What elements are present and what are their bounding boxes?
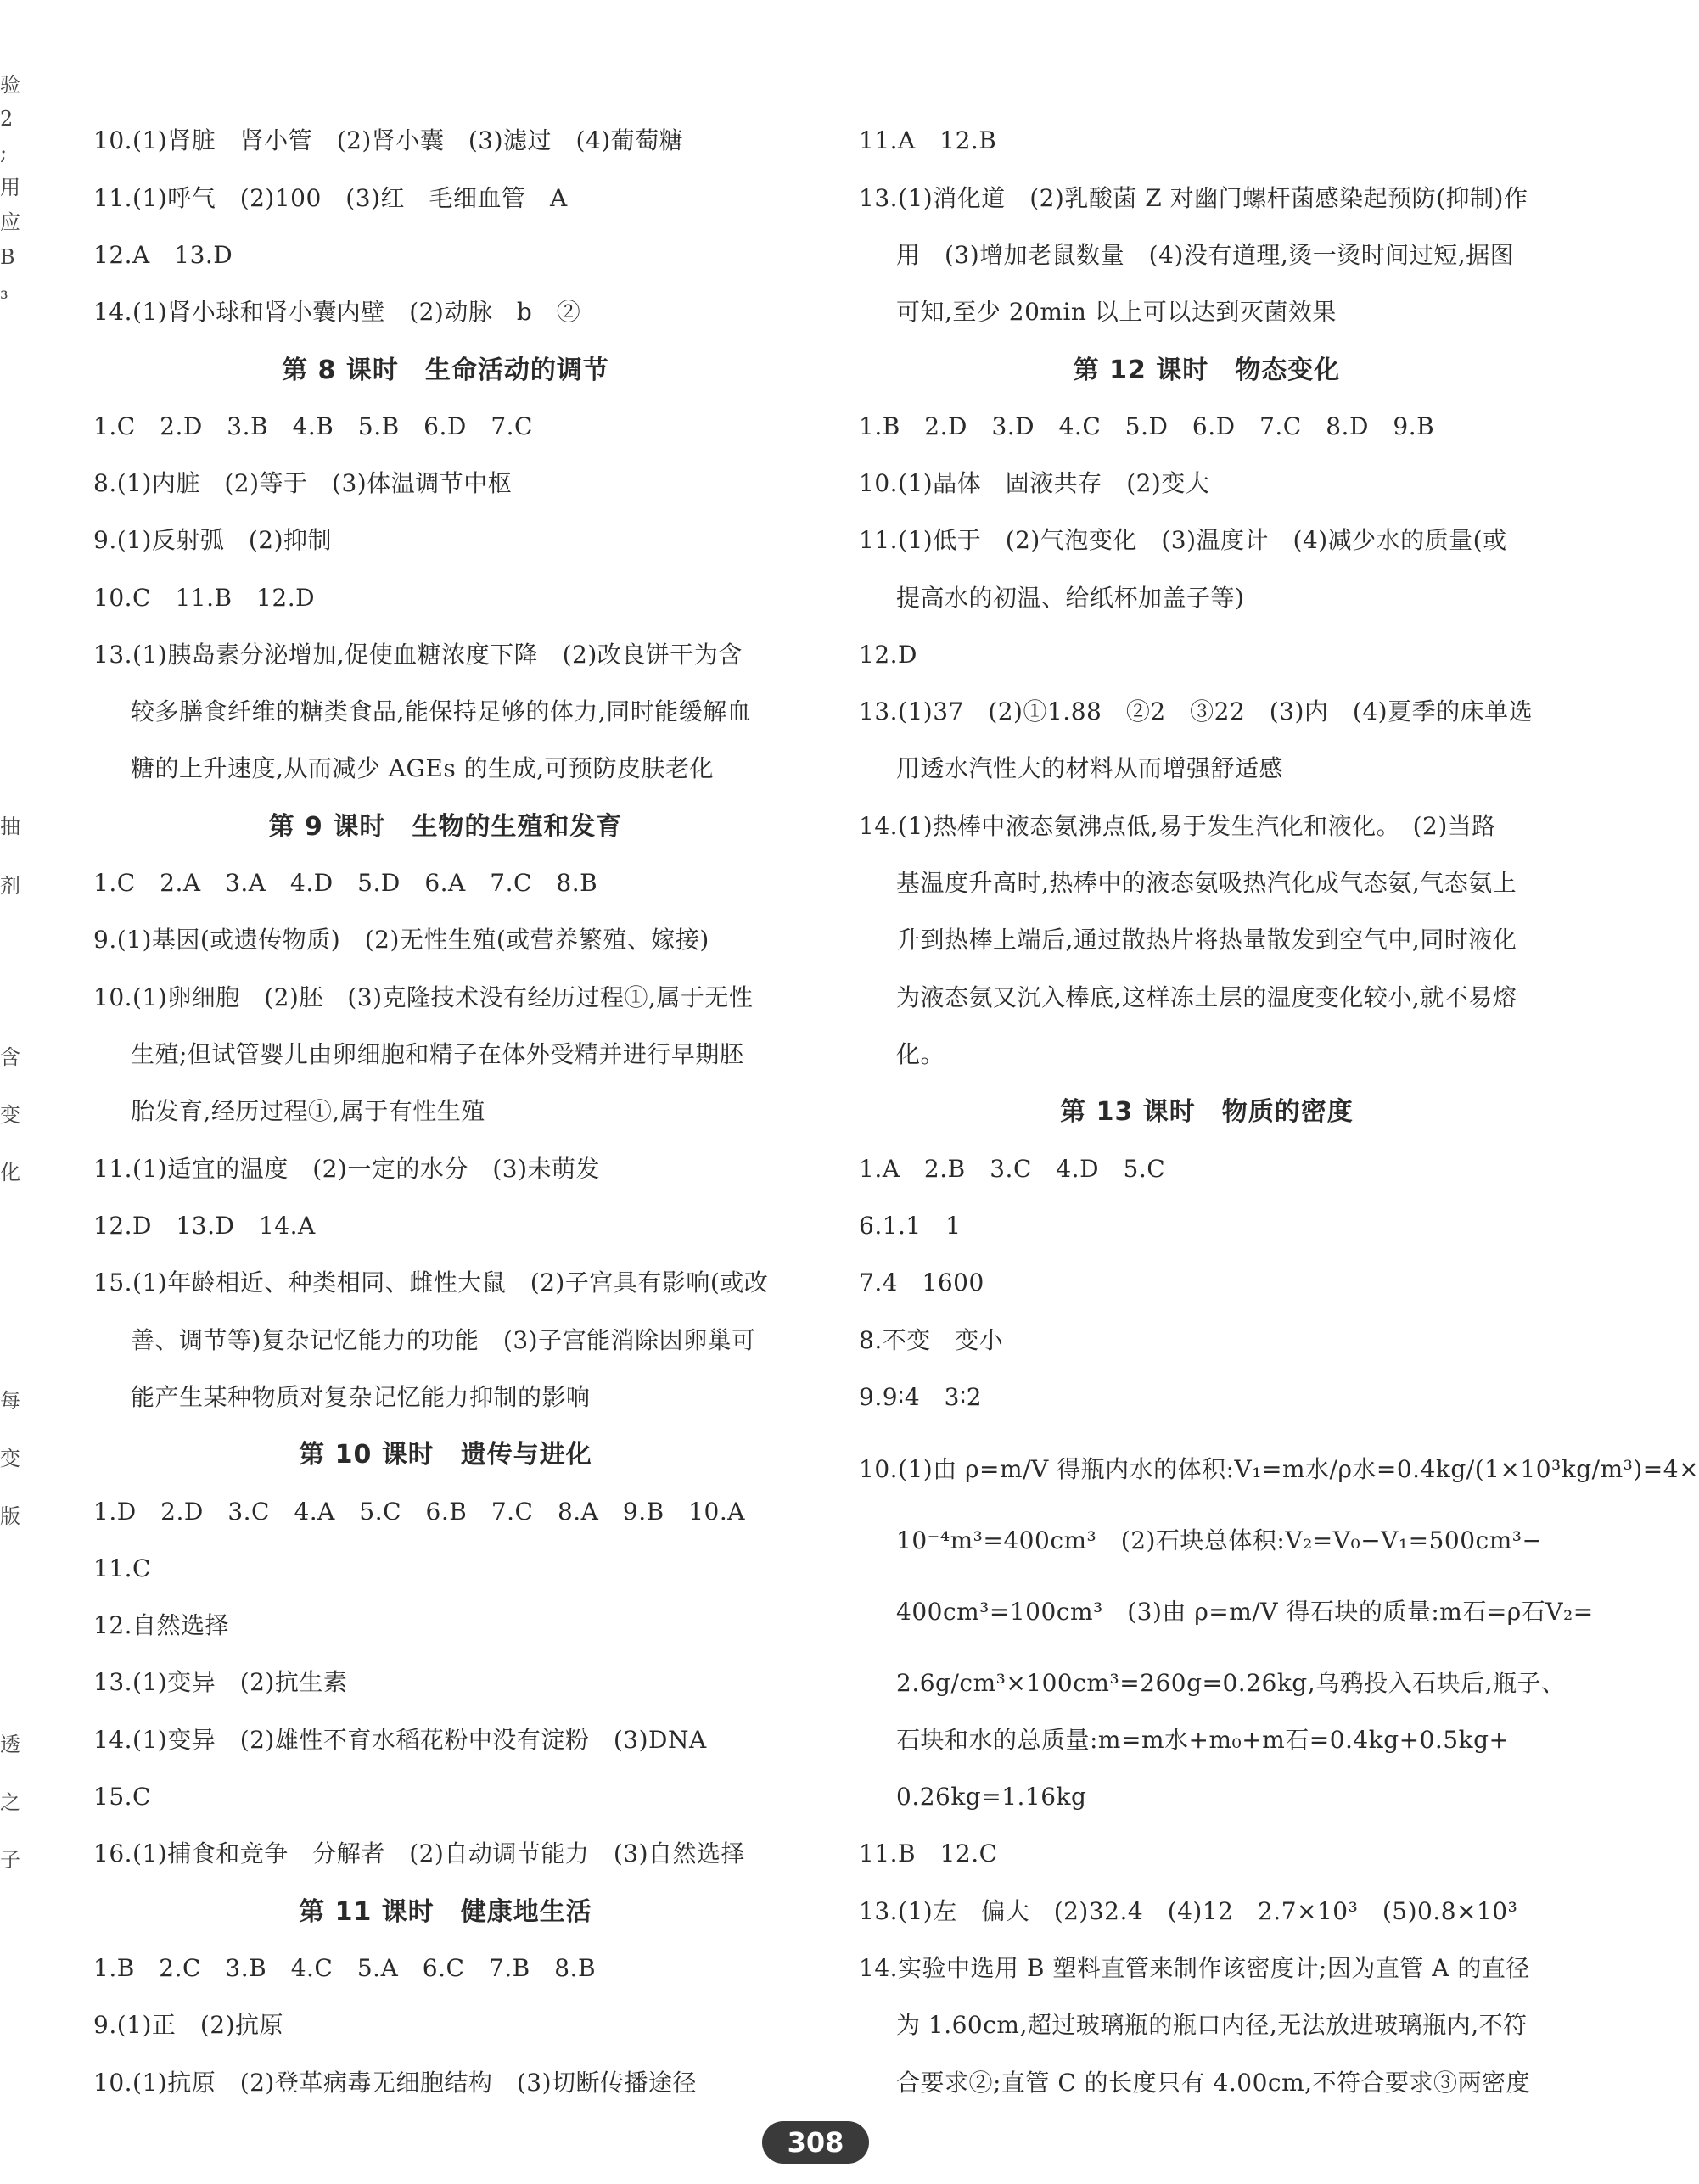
answer-line-formula: 10⁻⁴m³=400cm³ (2)石块总体积:V₂=V₀−V₁=500cm³−	[896, 1526, 1543, 1554]
margin-fragment: 变	[0, 1447, 20, 1470]
margin-fragment: 透	[0, 1733, 20, 1756]
answer-line: 1.D 2.D 3.C 4.A 5.C 6.B 7.C 8.A 9.B 10.A	[93, 1498, 745, 1526]
answer-line: 11.B 12.C	[859, 1840, 998, 1868]
answer-line: 糖的上升速度,从而减少 AGEs 的生成,可预防皮肤老化	[131, 754, 715, 782]
answer-line: 11.(1)呼气 (2)100 (3)红 毛细血管 A	[93, 184, 568, 212]
margin-fragment: 抽	[0, 815, 20, 838]
answer-line: 用透水汽性大的材料从而增强舒适感	[896, 754, 1284, 782]
margin-fragment: 变	[0, 1103, 20, 1127]
answer-line: 10.(1)肾脏 肾小管 (2)肾小囊 (3)滤过 (4)葡萄糖	[93, 126, 684, 154]
answer-line: 1.B 2.C 3.B 4.C 5.A 6.C 7.B 8.B	[93, 1954, 597, 1982]
answer-line: 基温度升高时,热棒中的液态氨吸热汽化成气态氨,气态氨上	[896, 869, 1517, 897]
margin-fragment: 用	[0, 176, 20, 199]
margin-fragment: 验	[0, 73, 20, 97]
answer-line: 12.自然选择	[93, 1611, 230, 1639]
answer-line: 化。	[896, 1040, 945, 1068]
margin-fragment: 每	[0, 1389, 20, 1413]
answer-line: 12.D 13.D 14.A	[93, 1212, 316, 1240]
answer-line: 11.C	[93, 1554, 151, 1582]
answer-line: 10.(1)抗原 (2)登革病毒无细胞结构 (3)切断传播途径	[93, 2069, 698, 2097]
answer-line: 16.(1)捕食和竞争 分解者 (2)自动调节能力 (3)自然选择	[93, 1840, 746, 1868]
answer-line: 8.不变 变小	[859, 1326, 1004, 1354]
margin-fragment: 化	[0, 1161, 20, 1184]
answer-line: 14.实验中选用 B 塑料直管来制作该密度计;因为直管 A 的直径	[859, 1954, 1530, 1982]
answer-line: 用 (3)增加老鼠数量 (4)没有道理,烫一烫时间过短,据图	[896, 241, 1515, 269]
answer-line-formula: 10.(1)由 ρ=m/V 得瓶内水的体积:V₁=m水/ρ水=0.4kg/(1×10³kg/m³)=4×	[859, 1455, 1699, 1483]
answer-line: 13.(1)左 偏大 (2)32.4 (4)12 2.7×10³ (5)0.8×10³	[859, 1897, 1518, 1925]
answer-line: 9.(1)基因(或遗传物质) (2)无性生殖(或营养繁殖、嫁接)	[93, 926, 709, 954]
margin-fragment: 之	[0, 1790, 20, 1814]
answer-line: 7.4 1600	[859, 1268, 984, 1296]
answer-line: 1.A 2.B 3.C 4.D 5.C	[859, 1155, 1166, 1183]
answer-line: 1.B 2.D 3.D 4.C 5.D 6.D 7.C 8.D 9.B	[859, 412, 1435, 440]
margin-fragment: B	[0, 245, 15, 269]
section-heading-lesson-12: 第 12 课时 物态变化	[1073, 356, 1341, 385]
answer-line: 胎发育,经历过程①,属于有性生殖	[131, 1097, 485, 1125]
answer-line: 10.(1)卵细胞 (2)胚 (3)克隆技术没有经历过程①,属于无性	[93, 983, 754, 1011]
answer-line: 升到热棒上端后,通过散热片将热量散发到空气中,同时液化	[896, 926, 1517, 954]
answer-line: 为 1.60cm,超过玻璃瓶的瓶口内径,无法放进玻璃瓶内,不符	[896, 2011, 1528, 2039]
left-margin-cutoff-text	[0, 0, 20, 2184]
answer-line: 8.(1)内脏 (2)等于 (3)体温调节中枢	[93, 469, 513, 497]
answer-line: 14.(1)热棒中液态氨沸点低,易于发生汽化和液化。 (2)当路	[859, 812, 1496, 840]
section-heading-lesson-9: 第 9 课时 生物的生殖和发育	[268, 812, 623, 842]
margin-fragment: 含	[0, 1045, 20, 1069]
page-number-badge: 308	[762, 2121, 869, 2164]
section-heading-lesson-10: 第 10 课时 遗传与进化	[299, 1440, 592, 1470]
answer-line: 10.C 11.B 12.D	[93, 584, 316, 612]
answer-line: 9.(1)反射弧 (2)抑制	[93, 526, 333, 554]
answer-line: 1.C 2.A 3.A 4.D 5.D 6.A 7.C 8.B	[93, 869, 598, 897]
answer-line: 善、调节等)复杂记忆能力的功能 (3)子宫能消除因卵巢可	[131, 1326, 756, 1354]
margin-fragment: 版	[0, 1504, 20, 1528]
section-heading-lesson-11: 第 11 课时 健康地生活	[299, 1897, 592, 1927]
margin-fragment: 剂	[0, 874, 20, 898]
answer-line: 15.C	[93, 1783, 151, 1811]
answer-line: 1.C 2.D 3.B 4.B 5.B 6.D 7.C	[93, 412, 533, 440]
answer-line: 为液态氨又沉入棒底,这样冻土层的温度变化较小,就不易熔	[896, 983, 1517, 1011]
answer-line: 14.(1)变异 (2)雄性不育水稻花粉中没有淀粉 (3)DNA	[93, 1726, 707, 1754]
answer-line: 14.(1)肾小球和肾小囊内壁 (2)动脉 b ②	[93, 298, 581, 326]
answer-line: 提高水的初温、给纸杯加盖子等)	[896, 584, 1245, 612]
answer-line: 11.(1)低于 (2)气泡变化 (3)温度计 (4)减少水的质量(或	[859, 526, 1507, 554]
answer-line: 能产生某种物质对复杂记忆能力抑制的影响	[131, 1383, 591, 1411]
answer-line: 较多膳食纤维的糖类食品,能保持足够的体力,同时能缓解血	[131, 697, 752, 725]
answer-line-formula: 0.26kg=1.16kg	[896, 1783, 1087, 1811]
answer-line: 11.A 12.B	[859, 126, 997, 154]
answer-line: 13.(1)消化道 (2)乳酸菌 Z 对幽门螺杆菌感染起预防(抑制)作	[859, 184, 1528, 212]
answer-line: 13.(1)胰岛素分泌增加,促使血糖浓度下降 (2)改良饼干为含	[93, 641, 743, 669]
margin-fragment: 2	[0, 107, 14, 131]
answer-line: 13.(1)变异 (2)抗生素	[93, 1668, 348, 1696]
answer-line-formula: 400cm³=100cm³ (3)由 ρ=m/V 得石块的质量:m石=ρ石V₂=	[896, 1598, 1594, 1626]
margin-fragment: ₃	[0, 280, 8, 304]
answer-line: 15.(1)年龄相近、种类相同、雌性大鼠 (2)子宫具有影响(或改	[93, 1268, 769, 1296]
section-heading-lesson-8: 第 8 课时 生命活动的调节	[282, 356, 609, 385]
answer-line: 9.(1)正 (2)抗原	[93, 2011, 284, 2039]
answer-line-formula: 2.6g/cm³×100cm³=260g=0.26kg,乌鸦投入石块后,瓶子、	[896, 1669, 1566, 1697]
answer-line: 6.1.1 1	[859, 1212, 962, 1240]
answer-line-formula: 石块和水的总质量:m=m水+m₀+m石=0.4kg+0.5kg+	[896, 1726, 1510, 1754]
answer-line: 可知,至少 20min 以上可以达到灭菌效果	[896, 298, 1337, 326]
answer-line: 12.A 13.D	[93, 241, 233, 269]
section-heading-lesson-13: 第 13 课时 物质的密度	[1060, 1097, 1354, 1127]
answer-line: 11.(1)适宜的温度 (2)一定的水分 (3)未萌发	[93, 1155, 601, 1183]
answer-line: 12.D	[859, 641, 917, 669]
margin-fragment: 子	[0, 1848, 20, 1872]
answer-line: 13.(1)37 (2)①1.88 ②2 ③22 (3)内 (4)夏季的床单选	[859, 697, 1534, 725]
answer-line: 合要求②;直管 C 的长度只有 4.00cm,不符合要求③两密度	[896, 2069, 1531, 2097]
margin-fragment: ;	[0, 141, 8, 165]
answer-line: 9.9∶4 3∶2	[859, 1383, 983, 1411]
answer-line: 10.(1)晶体 固液共存 (2)变大	[859, 469, 1210, 497]
answer-line: 生殖;但试管婴儿由卵细胞和精子在体外受精并进行早期胚	[131, 1040, 744, 1068]
margin-fragment: 应	[0, 210, 20, 234]
